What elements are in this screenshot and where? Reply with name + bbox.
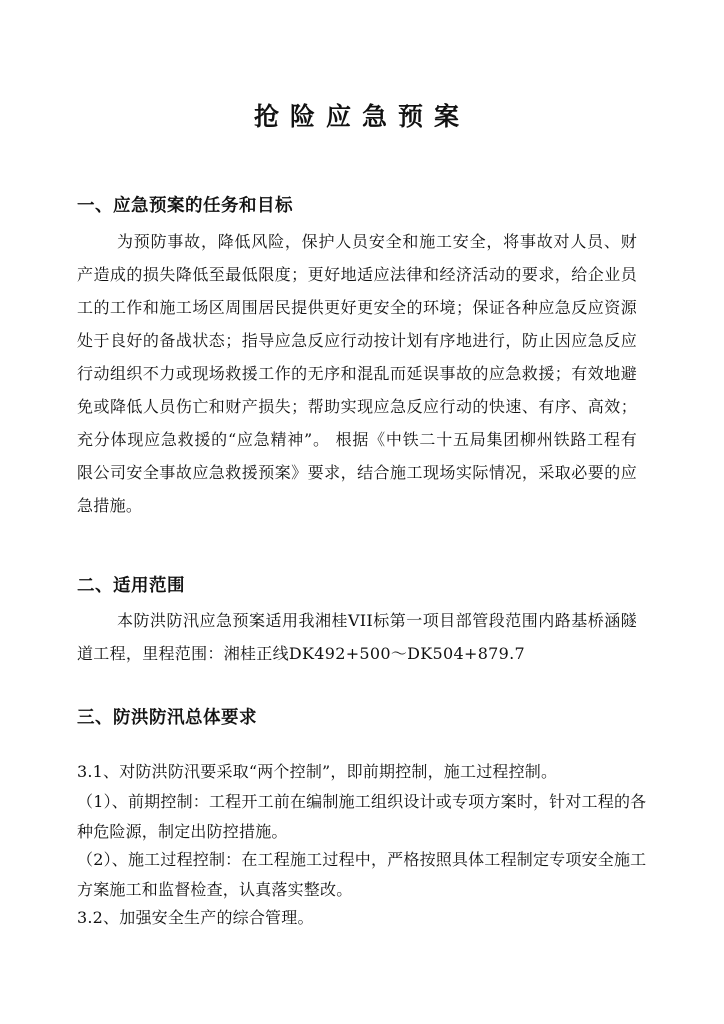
item-3-2: 3.2、加强安全生产的综合管理。 — [77, 908, 314, 927]
item-process-control: （2）、施工过程控制：在工程施工过程中，严格按照具体工程制定专项安全施工方案施工和监督检查，认真落实整改。 — [77, 850, 647, 899]
section-3-heading: 三、防洪防汛总体要求 — [77, 708, 257, 728]
section-1-heading: 一、应急预案的任务和目标 — [77, 196, 293, 216]
section-2-body: 本防洪防汛应急预案适用我湘桂VII标第一项目部管段范围内路基桥涵隧道工程，里程范围：湘桂正线DK492+500～DK504+879.7 — [77, 611, 637, 663]
item-pre-control: （1）、前期控制：工程开工前在编制施工组织设计或专项方案时，针对工程的各种危险源，制定出防控措施。 — [77, 792, 647, 841]
item-3-1: 3.1、对防洪防汛要采取“两个控制”，即前期控制，施工过程控制。 — [77, 762, 558, 781]
section-1-body: 为预防事故，降低风险，保护人员安全和施工安全，将事故对人员、财产造成的损失降低至最低限度；更好地适应法律和经济活动的要求，给企业员工的工作和施工场区周围居民提供更好更安全的环境；保证各种应急反应资源处于良好的备战状态；指导应急反应行动按计划有序地进行，防止因应急反应行动组织不力或现场救援工作的无序和混乱而延误事故的应急救援；有效地避免或降低人员伤亡和财产损失；帮助实现应急反应行动的快速、有序、高效；充分体现应急救援的“应急精神”。 根据《中铁二十五局集团柳州铁路工程有限公司安全事故应急救援预案》要求，结合施工现场实际情况，采取必要的应急措施。 — [77, 232, 637, 515]
document-title: 抢险应急预案 — [253, 102, 470, 131]
section-2-heading: 二、适用范围 — [77, 576, 185, 596]
